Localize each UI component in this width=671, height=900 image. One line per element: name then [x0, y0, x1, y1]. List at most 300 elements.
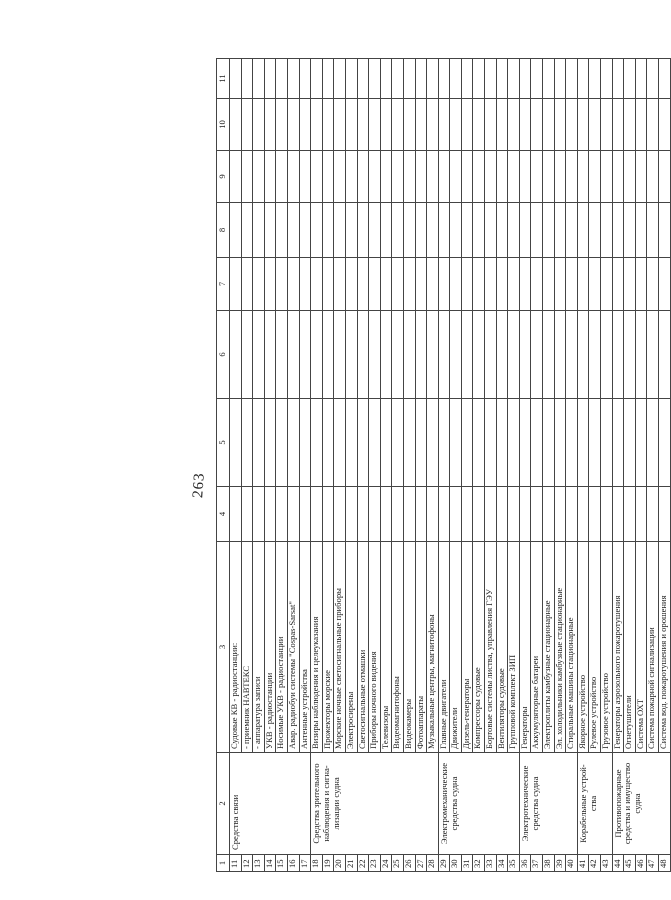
item-name: Стиральные машины стационарные [566, 542, 578, 753]
group-label: Средства зрительного наблюдения и сигна-лизации судна [311, 753, 439, 855]
table-row [461, 59, 473, 872]
empty-cell [369, 151, 381, 203]
empty-cell [461, 59, 473, 99]
empty-cell [403, 311, 415, 399]
empty-cell [519, 399, 531, 487]
empty-cell [264, 399, 276, 487]
empty-cell [392, 311, 404, 399]
empty-cell [276, 487, 288, 542]
item-name: Авар. радиобуи системы "Cospas-Sarsat" [287, 542, 299, 753]
empty-cell [647, 151, 659, 203]
empty-cell [554, 311, 566, 399]
row-number: 26 [403, 855, 415, 872]
empty-cell [473, 258, 485, 311]
row-number: 28 [427, 855, 439, 872]
empty-cell [612, 99, 624, 151]
empty-cell [264, 59, 276, 99]
row-number: 15 [276, 855, 288, 872]
empty-cell [612, 151, 624, 203]
empty-cell [369, 59, 381, 99]
empty-cell [438, 99, 450, 151]
empty-cell [403, 487, 415, 542]
table-row [415, 59, 427, 872]
row-number: 30 [450, 855, 462, 872]
empty-cell [403, 258, 415, 311]
empty-cell [554, 99, 566, 151]
empty-cell [322, 59, 334, 99]
table-row [403, 59, 415, 872]
empty-cell [485, 311, 497, 399]
empty-cell [658, 311, 670, 399]
empty-cell [461, 258, 473, 311]
empty-cell [357, 487, 369, 542]
empty-cell [658, 59, 670, 99]
column-number-9: 9 [217, 151, 230, 203]
table-body [230, 59, 671, 872]
row-number: 42 [589, 855, 601, 872]
empty-cell [496, 99, 508, 151]
empty-cell [601, 399, 613, 487]
empty-cell [403, 203, 415, 258]
empty-cell [531, 258, 543, 311]
item-name: Фотоаппараты [415, 542, 427, 753]
empty-cell [427, 487, 439, 542]
column-number-11: 11 [217, 59, 230, 99]
empty-cell [427, 99, 439, 151]
item-name: - приемник НАВТЕКС [241, 542, 253, 753]
page-number: 263 [190, 471, 208, 499]
empty-cell [589, 258, 601, 311]
table-row [253, 59, 265, 872]
empty-cell [299, 151, 311, 203]
empty-cell [635, 99, 647, 151]
empty-cell [658, 151, 670, 203]
empty-cell [276, 99, 288, 151]
empty-cell [577, 258, 589, 311]
item-name: Рулевое устройство [589, 542, 601, 753]
empty-cell [287, 99, 299, 151]
table-row [543, 59, 555, 872]
empty-cell [485, 399, 497, 487]
empty-cell [496, 203, 508, 258]
empty-cell [589, 399, 601, 487]
empty-cell [287, 258, 299, 311]
row-number: 34 [496, 855, 508, 872]
empty-cell [589, 59, 601, 99]
row-number: 48 [658, 855, 670, 872]
row-number: 46 [635, 855, 647, 872]
empty-cell [334, 399, 346, 487]
empty-cell [519, 311, 531, 399]
empty-cell [311, 258, 323, 311]
empty-cell [380, 311, 392, 399]
row-number: 38 [543, 855, 555, 872]
item-name: Движители [450, 542, 462, 753]
empty-cell [392, 99, 404, 151]
row-number: 20 [334, 855, 346, 872]
empty-cell [230, 258, 242, 311]
empty-cell [311, 99, 323, 151]
empty-cell [601, 311, 613, 399]
empty-cell [647, 258, 659, 311]
empty-cell [241, 311, 253, 399]
empty-cell [403, 151, 415, 203]
group-label: Противопожарные средства и имущество судна [612, 753, 670, 855]
empty-cell [543, 203, 555, 258]
empty-cell [253, 258, 265, 311]
item-name: Антенные устройства [299, 542, 311, 753]
empty-cell [438, 203, 450, 258]
empty-cell [658, 258, 670, 311]
empty-cell [230, 399, 242, 487]
item-name: Вентиляторы судовые [496, 542, 508, 753]
empty-cell [380, 487, 392, 542]
empty-cell [473, 59, 485, 99]
group-label: Электромеханические средства судна [438, 753, 519, 855]
row-number: 43 [601, 855, 613, 872]
item-name: Приборы ночного видения [369, 542, 381, 753]
item-name: Электросирены [345, 542, 357, 753]
item-name: Аккумуляторные батареи [531, 542, 543, 753]
empty-cell [403, 399, 415, 487]
empty-cell [508, 203, 520, 258]
empty-cell [230, 203, 242, 258]
empty-cell [241, 59, 253, 99]
empty-cell [566, 59, 578, 99]
item-name: Система вод. пожаротушения и орошения [658, 542, 670, 753]
empty-cell [276, 258, 288, 311]
row-number: 47 [647, 855, 659, 872]
empty-cell [322, 203, 334, 258]
empty-cell [461, 203, 473, 258]
empty-cell [485, 203, 497, 258]
empty-cell [577, 99, 589, 151]
table-row [230, 59, 242, 872]
empty-cell [427, 399, 439, 487]
empty-cell [601, 487, 613, 542]
empty-cell [624, 203, 636, 258]
empty-cell [427, 151, 439, 203]
empty-cell [415, 311, 427, 399]
row-number: 18 [311, 855, 323, 872]
empty-cell [369, 99, 381, 151]
group-label: Корабельные устрой-ства [577, 753, 612, 855]
empty-cell [601, 59, 613, 99]
empty-cell [624, 99, 636, 151]
empty-cell [287, 487, 299, 542]
empty-cell [311, 203, 323, 258]
row-number: 23 [369, 855, 381, 872]
empty-cell [531, 399, 543, 487]
empty-cell [276, 311, 288, 399]
table-row [322, 59, 334, 872]
empty-cell [322, 311, 334, 399]
empty-cell [415, 151, 427, 203]
empty-cell [253, 311, 265, 399]
empty-cell [496, 399, 508, 487]
row-number: 22 [357, 855, 369, 872]
empty-cell [241, 487, 253, 542]
empty-cell [253, 59, 265, 99]
row-number: 29 [438, 855, 450, 872]
empty-cell [612, 203, 624, 258]
empty-cell [485, 99, 497, 151]
empty-cell [427, 59, 439, 99]
empty-cell [311, 311, 323, 399]
empty-cell [577, 59, 589, 99]
table-row [369, 59, 381, 872]
column-number-5: 5 [217, 399, 230, 487]
empty-cell [334, 59, 346, 99]
empty-cell [415, 399, 427, 487]
empty-cell [438, 311, 450, 399]
row-number: 25 [392, 855, 404, 872]
empty-cell [566, 99, 578, 151]
empty-cell [380, 399, 392, 487]
empty-cell [612, 399, 624, 487]
empty-cell [322, 399, 334, 487]
table-row [334, 59, 346, 872]
column-number-8: 8 [217, 203, 230, 258]
empty-cell [334, 99, 346, 151]
empty-cell [473, 203, 485, 258]
table-row [601, 59, 613, 872]
empty-cell [543, 258, 555, 311]
empty-cell [264, 99, 276, 151]
empty-cell [438, 487, 450, 542]
empty-cell [461, 399, 473, 487]
empty-cell [357, 399, 369, 487]
empty-cell [345, 59, 357, 99]
table-row [427, 59, 439, 872]
inventory-table [216, 58, 671, 872]
empty-cell [311, 399, 323, 487]
empty-cell [392, 258, 404, 311]
empty-cell [647, 203, 659, 258]
row-number: 11 [230, 855, 242, 872]
row-number: 45 [624, 855, 636, 872]
empty-cell [461, 487, 473, 542]
empty-cell [635, 311, 647, 399]
empty-cell [554, 151, 566, 203]
row-number: 31 [461, 855, 473, 872]
item-name: Главные двигатели [438, 542, 450, 753]
empty-cell [589, 151, 601, 203]
empty-cell [403, 59, 415, 99]
empty-cell [345, 151, 357, 203]
empty-cell [450, 99, 462, 151]
empty-cell [543, 399, 555, 487]
empty-cell [230, 311, 242, 399]
empty-cell [566, 487, 578, 542]
empty-cell [415, 59, 427, 99]
empty-cell [577, 399, 589, 487]
group-label: Электротехнические средства судна [519, 753, 577, 855]
empty-cell [334, 258, 346, 311]
empty-cell [531, 151, 543, 203]
empty-cell [230, 59, 242, 99]
empty-cell [554, 203, 566, 258]
empty-cell [299, 59, 311, 99]
empty-cell [276, 59, 288, 99]
table-row [554, 59, 566, 872]
empty-cell [589, 487, 601, 542]
empty-cell [415, 99, 427, 151]
empty-cell [519, 99, 531, 151]
row-number: 27 [415, 855, 427, 872]
table-row [485, 59, 497, 872]
empty-cell [357, 99, 369, 151]
empty-cell [624, 59, 636, 99]
table-row [519, 59, 531, 872]
empty-cell [566, 151, 578, 203]
item-name: Система пожарной сигнализации [647, 542, 659, 753]
empty-cell [241, 399, 253, 487]
item-name: Групповой комплект ЗИП [508, 542, 520, 753]
empty-cell [322, 99, 334, 151]
empty-cell [601, 258, 613, 311]
table-row [612, 59, 624, 872]
column-number-4: 4 [217, 487, 230, 542]
table-row [589, 59, 601, 872]
empty-cell [461, 151, 473, 203]
empty-cell [508, 99, 520, 151]
empty-cell [369, 311, 381, 399]
row-number: 13 [253, 855, 265, 872]
row-number: 16 [287, 855, 299, 872]
empty-cell [345, 258, 357, 311]
table-row [473, 59, 485, 872]
empty-cell [253, 151, 265, 203]
row-number: 17 [299, 855, 311, 872]
empty-cell [496, 151, 508, 203]
empty-cell [253, 203, 265, 258]
empty-cell [508, 258, 520, 311]
empty-cell [299, 203, 311, 258]
empty-cell [299, 311, 311, 399]
empty-cell [496, 59, 508, 99]
row-number: 33 [485, 855, 497, 872]
empty-cell [566, 203, 578, 258]
empty-cell [427, 311, 439, 399]
empty-cell [508, 311, 520, 399]
empty-cell [345, 311, 357, 399]
empty-cell [519, 59, 531, 99]
empty-cell [612, 311, 624, 399]
empty-cell [473, 99, 485, 151]
empty-cell [357, 59, 369, 99]
item-name: Светосигнальные отмашки [357, 542, 369, 753]
column-number-6: 6 [217, 311, 230, 399]
empty-cell [369, 203, 381, 258]
item-name: УКВ - радиостанции [264, 542, 276, 753]
empty-cell [357, 311, 369, 399]
empty-cell [415, 258, 427, 311]
table-row [311, 59, 323, 872]
empty-cell [496, 258, 508, 311]
column-number-10: 10 [217, 99, 230, 151]
empty-cell [635, 487, 647, 542]
empty-cell [519, 258, 531, 311]
item-name: Судовые КВ - радиостанции: [230, 542, 242, 753]
empty-cell [345, 399, 357, 487]
empty-cell [392, 151, 404, 203]
empty-cell [380, 59, 392, 99]
table-row [380, 59, 392, 872]
row-number: 41 [577, 855, 589, 872]
empty-cell [357, 151, 369, 203]
empty-cell [253, 399, 265, 487]
empty-cell [369, 258, 381, 311]
empty-cell [508, 399, 520, 487]
empty-cell [276, 151, 288, 203]
item-name: Электроплиты камбузные стационарные [543, 542, 555, 753]
table-row [438, 59, 450, 872]
table-row [508, 59, 520, 872]
empty-cell [543, 99, 555, 151]
empty-cell [496, 487, 508, 542]
item-name: Компрессоры судовые [473, 542, 485, 753]
empty-cell [287, 151, 299, 203]
row-number: 44 [612, 855, 624, 872]
empty-cell [531, 487, 543, 542]
empty-cell [566, 311, 578, 399]
group-label: Средства связи [230, 753, 311, 855]
empty-cell [450, 151, 462, 203]
item-name: Видеокамеры [403, 542, 415, 753]
empty-cell [450, 399, 462, 487]
empty-cell [264, 203, 276, 258]
empty-cell [369, 399, 381, 487]
row-number: 35 [508, 855, 520, 872]
empty-cell [287, 399, 299, 487]
table-row [635, 59, 647, 872]
empty-cell [635, 151, 647, 203]
empty-cell [589, 99, 601, 151]
empty-cell [438, 59, 450, 99]
empty-cell [554, 399, 566, 487]
empty-cell [241, 151, 253, 203]
item-name: Генераторы [519, 542, 531, 753]
item-name: Генераторы аэрозольного пожаротушения [612, 542, 624, 753]
empty-cell [264, 487, 276, 542]
table-row [531, 59, 543, 872]
empty-cell [345, 203, 357, 258]
empty-cell [450, 487, 462, 542]
empty-cell [357, 203, 369, 258]
empty-cell [519, 487, 531, 542]
empty-cell [380, 203, 392, 258]
row-number: 14 [264, 855, 276, 872]
empty-cell [635, 203, 647, 258]
empty-cell [577, 203, 589, 258]
table-row [276, 59, 288, 872]
empty-cell [601, 203, 613, 258]
empty-cell [276, 399, 288, 487]
empty-cell [334, 151, 346, 203]
empty-cell [473, 487, 485, 542]
empty-cell [230, 487, 242, 542]
empty-cell [230, 99, 242, 151]
empty-cell [287, 203, 299, 258]
empty-cell [322, 258, 334, 311]
empty-cell [369, 487, 381, 542]
item-name: Телевизоры [380, 542, 392, 753]
column-number-row [217, 59, 230, 872]
row-number: 36 [519, 855, 531, 872]
empty-cell [450, 203, 462, 258]
row-number: 12 [241, 855, 253, 872]
